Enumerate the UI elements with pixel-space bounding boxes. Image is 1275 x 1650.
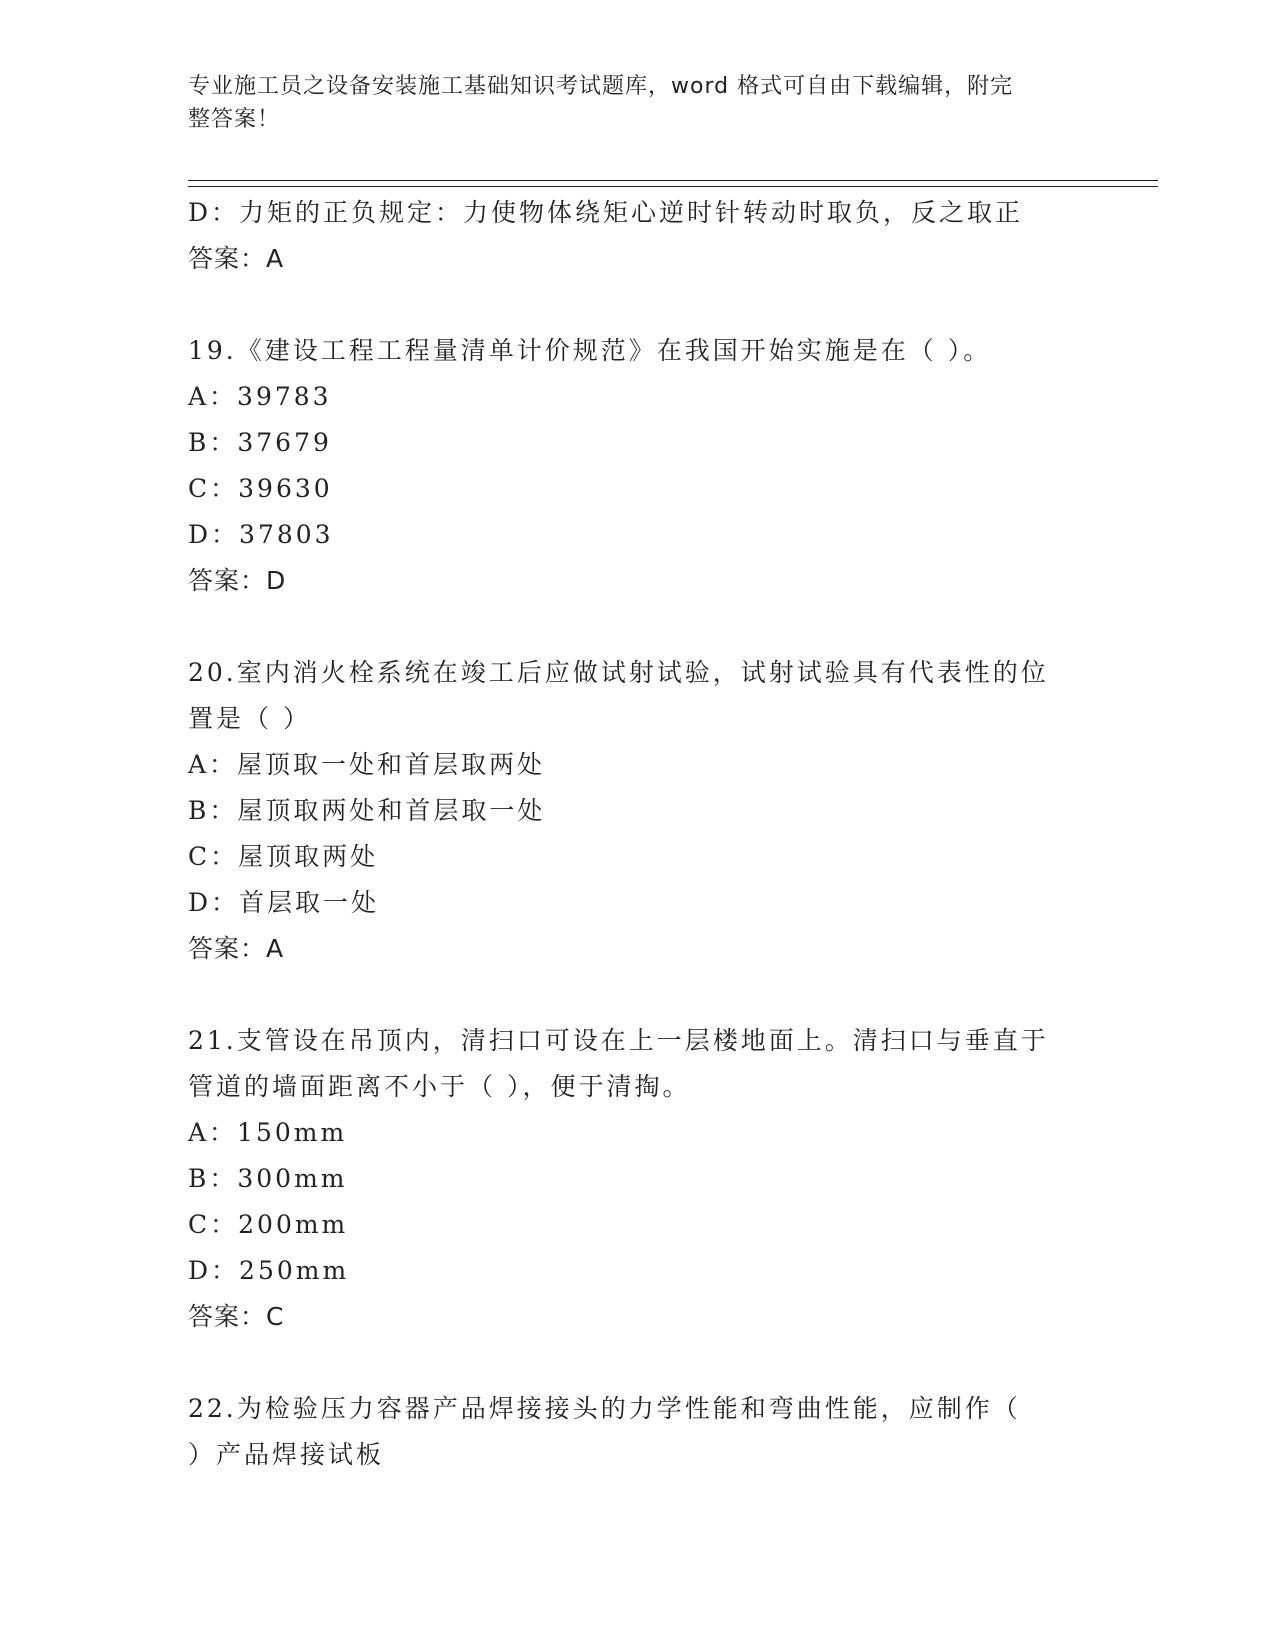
question-19 <box>188 328 1088 604</box>
option-b: B：37679 <box>188 428 332 457</box>
option-b: B：屋顶取两处和首层取一处 <box>188 796 546 825</box>
spacer <box>188 972 1088 1018</box>
prev-option-d: D：力矩的正负规定：力使物体绕矩心逆时针转动时取负，反之取正 <box>188 198 1024 227</box>
question-20 <box>188 650 1088 972</box>
header-title-line-2: 整答案！ <box>188 107 281 132</box>
header-title-line-1: 专业施工员之设备安装施工基础知识考试题库，word 格式可自由下载编辑，附完 <box>188 74 1014 99</box>
spacer <box>188 604 1088 650</box>
document-header <box>188 70 1088 136</box>
question-stem-cont: ）产品焊接试板 <box>188 1440 385 1469</box>
option-c: C：200mm <box>188 1210 349 1239</box>
question-stem: 20.室内消火栓系统在竣工后应做试射试验，试射试验具有代表性的位 <box>188 658 1049 687</box>
spacer <box>188 1340 1088 1386</box>
prev-answer: 答案：A <box>188 244 285 273</box>
option-d: D：37803 <box>188 520 334 549</box>
document-body <box>188 190 1088 1478</box>
question-21 <box>188 1018 1088 1340</box>
question-stem-cont: 置是（ ） <box>188 704 311 733</box>
question-answer: 答案：D <box>188 566 287 595</box>
option-a: A：屋顶取一处和首层取两处 <box>188 750 546 779</box>
option-d: D：250mm <box>188 1256 350 1285</box>
question-stem: 22.为检验压力容器产品焊接接头的力学性能和弯曲性能，应制作（ <box>188 1394 1021 1423</box>
option-d: D：首层取一处 <box>188 888 380 917</box>
option-c: C：屋顶取两处 <box>188 842 379 871</box>
question-stem: 19.《建设工程工程量清单计价规范》在我国开始实施是在（ ）。 <box>188 336 992 365</box>
spacer <box>188 282 1088 328</box>
option-a: A：150mm <box>188 1118 348 1147</box>
option-a: A：39783 <box>188 382 332 411</box>
question-stem-cont: 管道的墙面距离不小于（ ），便于清掏。 <box>188 1072 691 1101</box>
question-stem: 21.支管设在吊顶内，清扫口可设在上一层楼地面上。清扫口与垂直于 <box>188 1026 1049 1055</box>
header-divider-bottom <box>188 186 1158 187</box>
option-b: B：300mm <box>188 1164 348 1193</box>
option-c: C：39630 <box>188 474 333 503</box>
question-answer: 答案：A <box>188 934 285 963</box>
question-answer: 答案：C <box>188 1302 285 1331</box>
header-divider-top <box>188 180 1158 181</box>
question-22 <box>188 1386 1088 1478</box>
